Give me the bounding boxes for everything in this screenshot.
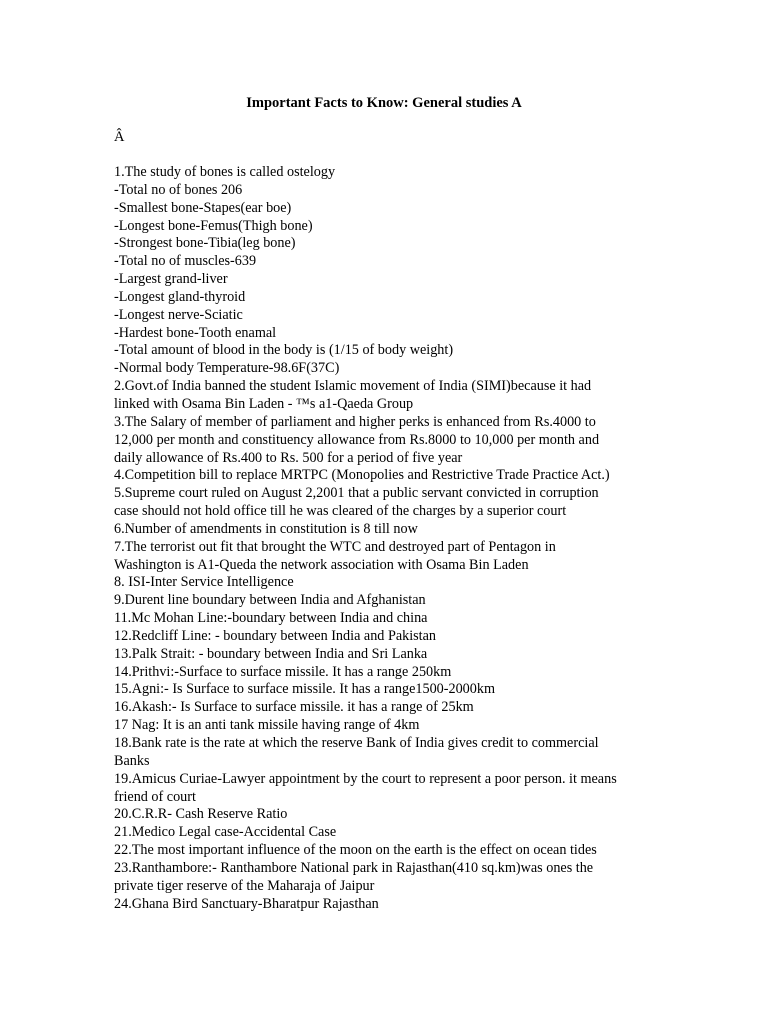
document-body	[114, 164, 644, 913]
document-line: 24.Ghana Bird Sanctuary-Bharatpur Rajasthan	[114, 895, 379, 912]
document-line: 14.Prithvi:-Surface to surface missile. It has a range 250km	[114, 663, 452, 680]
document-line: 19.Amicus Curiae-Lawyer appointment by the court to represent a poor person. it means	[114, 770, 617, 787]
document-line: 2.Govt.of India banned the student Islamic movement of India (SIMI)because it had	[114, 378, 592, 395]
document-line: 23.Ranthambore:- Ranthambore National park in Rajasthan(410 sq.km)was ones the	[114, 859, 594, 876]
document-line: daily allowance of Rs.400 to Rs. 500 for a period of five year	[114, 449, 463, 466]
document-line: 4.Competition bill to replace MRTPC (Monopolies and Restrictive Trade Practice Act.)	[114, 467, 610, 484]
document-line: -Strongest bone-Tibia(leg bone)	[114, 235, 296, 252]
document-line: -Longest gland-thyroid	[114, 288, 246, 305]
document-line: -Smallest bone-Stapes(ear boe)	[114, 199, 292, 216]
document-line: 17 Nag: It is an anti tank missile having range of 4km	[114, 717, 420, 734]
document-line: 9.Durent line boundary between India and Afghanistan	[114, 592, 426, 609]
document-line: 7.The terrorist out fit that brought the WTC and destroyed part of Pentagon in	[114, 538, 556, 555]
document-line: 21.Medico Legal case-Accidental Case	[114, 824, 337, 841]
document-line: 5.Supreme court ruled on August 2,2001 that a public servant convicted in corruption	[114, 485, 599, 502]
document-line: 18.Bank rate is the rate at which the reserve Bank of India gives credit to commercial	[114, 735, 599, 751]
document-line: 13.Palk Strait: - boundary between India and Sri Lanka	[114, 645, 428, 662]
document-line: 11.Mc Mohan Line:-boundary between India and china	[114, 610, 428, 627]
document-line: 3.The Salary of member of parliament and higher perks is enhanced from Rs.4000 to	[114, 413, 596, 430]
document-line: friend of court	[114, 788, 196, 805]
stray-character: Â	[114, 129, 125, 145]
document-line: 12.Redcliff Line: - boundary between India and Pakistan	[114, 627, 437, 644]
document-line: 1.The study of bones is called ostelogy	[114, 164, 336, 180]
document-line: -Hardest bone-Tooth enamal	[114, 324, 277, 341]
document-line: -Normal body Temperature-98.6F(37C)	[114, 360, 340, 377]
document-line: 12,000 per month and constituency allowance from Rs.8000 to 10,000 per month and	[114, 431, 600, 448]
document-line: -Largest grand-liver	[114, 271, 228, 288]
document-line: case should not hold office till he was cleared of the charges by a superior court	[114, 503, 567, 520]
document-line: Washington is A1-Queda the network association with Osama Bin Laden	[114, 556, 529, 573]
document-line: 22.The most important influence of the moon on the earth is the effect on ocean tides	[114, 842, 597, 859]
document-line: 16.Akash:- Is Surface to surface missile. it has a range of 25km	[114, 699, 474, 716]
document-title: Important Facts to Know: General studies A	[246, 95, 522, 111]
document-line: -Total no of muscles-639	[114, 253, 257, 270]
document-line: Banks	[114, 752, 150, 769]
document-line: private tiger reserve of the Maharaja of Jaipur	[114, 877, 375, 894]
document-line: -Total amount of blood in the body is (1/15 of body weight)	[114, 342, 454, 359]
document-line: -Total no of bones 206	[114, 181, 243, 198]
document-line: -Longest bone-Femus(Thigh bone)	[114, 217, 313, 234]
document-line: 8. ISI-Inter Service Intelligence	[114, 574, 294, 591]
document-line: -Longest nerve-Sciatic	[114, 306, 243, 323]
document-line: 15.Agni:- Is Surface to surface missile. It has a range1500-2000km	[114, 681, 495, 698]
document-line: linked with Osama Bin Laden - ™s a1-Qaeda Group	[114, 395, 414, 412]
document-line: 20.C.R.R- Cash Reserve Ratio	[114, 806, 288, 823]
document-line: 6.Number of amendments in constitution is 8 till now	[114, 520, 418, 537]
